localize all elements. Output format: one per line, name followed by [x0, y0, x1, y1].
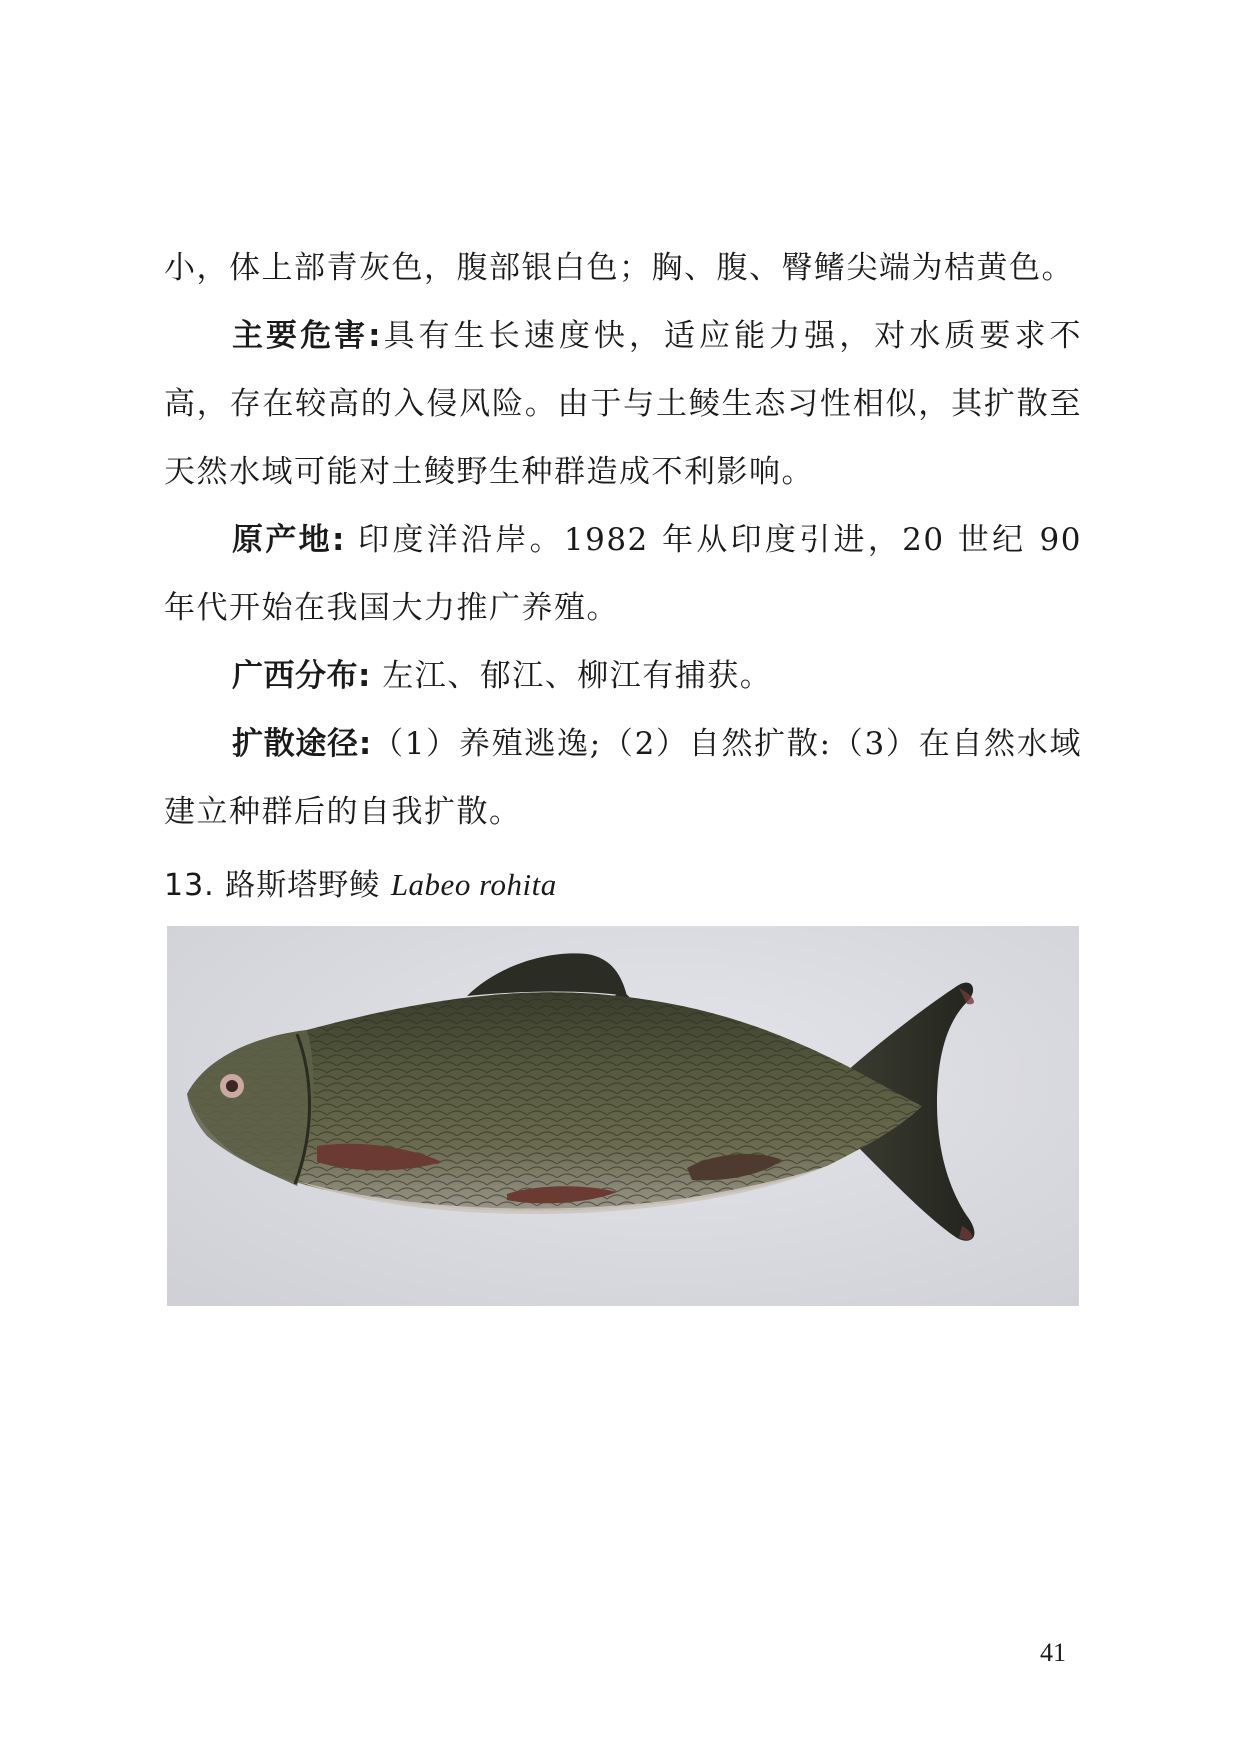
- label-main-hazard: 主要危害:: [232, 318, 382, 354]
- paragraph-text: 小，体上部青灰色，腹部银白色；胸、腹、臀鳍尖端为桔黄色。: [164, 250, 1074, 286]
- paragraph-guangxi-distribution: [164, 642, 1082, 710]
- dorsal-fin: [467, 953, 627, 996]
- species-heading: [164, 860, 557, 904]
- fish-head: [187, 1030, 314, 1186]
- species-latin-name: Labeo rohita: [390, 867, 557, 902]
- fish-photo: [167, 926, 1079, 1306]
- label-guangxi-distribution: 广西分布:: [232, 658, 371, 694]
- paragraph-text: （1）养殖逃逸;（2）自然扩散:（3）在自然水域建立种群后的自我扩散。: [164, 726, 1082, 830]
- paragraph-text: 具有生长速度快，适应能力强，对水质要求不高，存在较高的入侵风险。由于与土鲮生态习性相似，其扩散至天然水域可能对土鲮野生种群造成不利影响。: [164, 318, 1083, 490]
- fish-illustration: [167, 926, 1079, 1306]
- paragraph-main-hazard: [164, 302, 1082, 506]
- species-number: 13.: [164, 868, 215, 903]
- paragraph-text: 左江、郁江、柳江有捕获。: [370, 658, 773, 694]
- paragraph-origin: [164, 506, 1082, 642]
- label-spread-route: 扩散途径:: [232, 726, 372, 762]
- species-chinese-name: 路斯塔野鲮: [225, 868, 381, 903]
- paragraph-description-end: [164, 234, 1082, 302]
- paragraph-text: 印度洋沿岸。1982 年从印度引进，20 世纪 90 年代开始在我国大力推广养殖。: [164, 522, 1082, 626]
- paragraph-spread-route: [164, 710, 1082, 846]
- label-origin: 原产地:: [232, 522, 345, 558]
- page-number: 41: [1040, 1638, 1066, 1667]
